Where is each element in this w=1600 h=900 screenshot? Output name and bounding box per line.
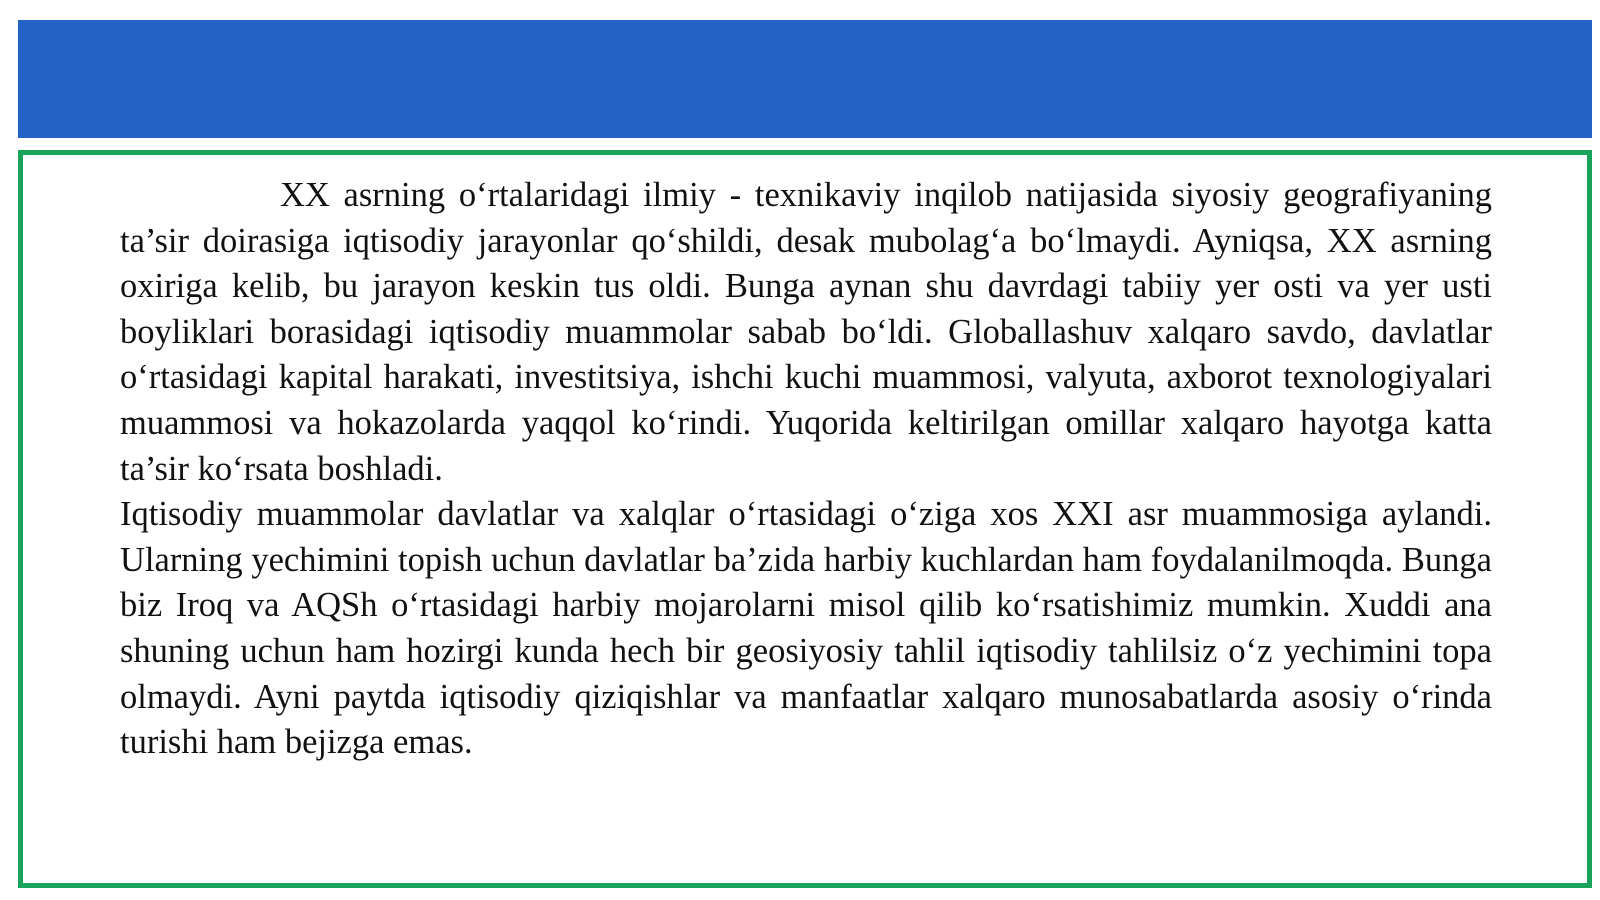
header-bar (18, 20, 1592, 138)
paragraph-1: XX asrning o‘rtalaridagi ilmiy - texnikaviy inqilob natijasida siyosiy geografiyaning ta’sir doirasiga iqtisodiy jarayonlar qo‘shildi, desak mubolag‘a bo‘lmaydi. Ayniqsa, XX asrning oxiriga kelib, bu jarayon keskin tus oldi. Bunga aynan shu davrdagi tabiiy yer osti va yer usti boyliklari borasidagi iqtisodiy muammolar sabab bo‘ldi. Globallashuv xalqaro savdo, davlatlar o‘rtasidagi kapital harakati, investitsiya, ishchi kuchi muammosi, valyuta, axborot texnologiyalari muammosi va hokazolarda yaqqol ko‘rindi. Yuqorida keltirilgan omillar xalqaro hayotga katta ta’sir ko‘rsata boshladi. (120, 176, 1492, 488)
paragraph-2: Iqtisodiy muammolar davlatlar va xalqlar o‘rtasidagi o‘ziga xos XXI asr muammosiga aylandi. Ularning yechimini topish uchun davlatlar ba’zida harbiy kuchlardan ham foydalanilmoqda. Bunga biz Iroq va AQSh o‘rtasidagi harbiy mojarolarni misol qilib ko‘rsatishimiz mumkin. Xuddi ana shuning uchun ham hozirgi kunda hech bir geosiyosiy tahlil iqtisodiy tahlilsiz o‘z yechimini topa olmaydi. Ayni paytda iqtisodiy qiziqishlar va manfaatlar xalqaro munosabatlarda asosiy o‘rinda turishi ham bejizga emas. (120, 495, 1492, 762)
body-text (120, 173, 1492, 766)
content-box (18, 150, 1592, 888)
